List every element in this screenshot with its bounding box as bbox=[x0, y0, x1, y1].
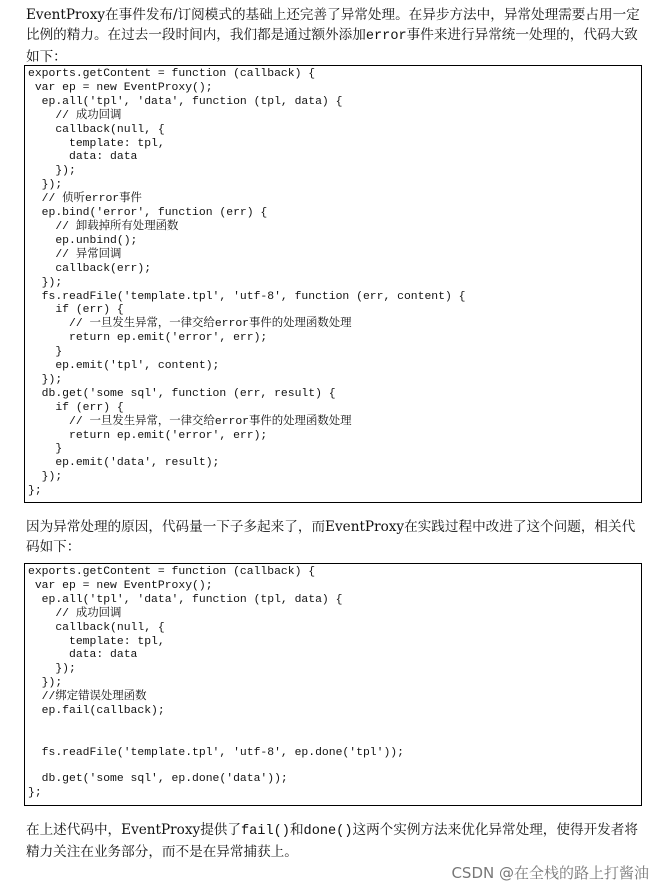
code-line: } bbox=[28, 443, 63, 456]
code-line: data: data bbox=[28, 151, 138, 164]
code-line: template: tpl, bbox=[28, 137, 165, 150]
code-line: exports.getContent = function (callback) { bbox=[28, 68, 316, 80]
code-line: ep.emit('data', result); bbox=[28, 457, 220, 470]
code-line: fs.readFile('template.tpl', 'utf-8', ep.done('tpl')); bbox=[28, 746, 404, 759]
code-line: }); bbox=[28, 179, 63, 192]
code-line: // 成功回调 bbox=[28, 607, 122, 620]
code-line: // 成功回调 bbox=[28, 109, 122, 122]
code-line: }); bbox=[28, 471, 63, 484]
inline-code-fail: fail() bbox=[240, 824, 290, 839]
code-line: if (err) { bbox=[28, 304, 124, 317]
code-line: callback(err); bbox=[28, 262, 152, 275]
code-line: } bbox=[28, 346, 63, 359]
inline-code-error: error bbox=[365, 29, 407, 44]
code-block-1-content bbox=[25, 66, 641, 499]
code-line: }); bbox=[28, 276, 63, 289]
code-line: }; bbox=[28, 485, 42, 498]
code-line: callback(null, { bbox=[28, 621, 165, 634]
code-gap bbox=[25, 719, 641, 747]
code-line: data: data bbox=[28, 649, 138, 662]
code-line: ep.all('tpl', 'data', function (tpl, data) { bbox=[28, 95, 343, 108]
code-line: ep.all('tpl', 'data', function (tpl, data) { bbox=[28, 593, 343, 606]
code-block-2-part-b bbox=[25, 747, 641, 761]
code-line: }); bbox=[28, 373, 63, 386]
code-line: return ep.emit('error', err); bbox=[28, 332, 268, 345]
code-line: exports.getContent = function (callback) { bbox=[28, 566, 316, 578]
code-block-1 bbox=[24, 65, 642, 503]
intro-text-b: 事件来进行异常统一处理的，代码大致如下： bbox=[26, 27, 638, 65]
intro-paragraph bbox=[26, 5, 641, 67]
code-line: }); bbox=[28, 677, 63, 690]
code-line: var ep = new EventProxy(); bbox=[28, 579, 213, 592]
code-line: db.get('some sql', function (err, result) { bbox=[28, 387, 336, 400]
outro-text-mid: 和 bbox=[289, 822, 304, 838]
intro-text-a: EventProxy在事件发布/订阅模式的基础上还完善了异常处理。在异步方法中，异常处理需要占用一定比例的精力。在过去一段时间内，我们都是通过额外添加 bbox=[26, 7, 640, 43]
code-line: // 卸载掉所有处理函数 bbox=[28, 220, 179, 233]
code-line: return ep.emit('error', err); bbox=[28, 429, 268, 442]
csdn-watermark: CSDN @在全栈的路上打酱油 bbox=[451, 864, 649, 882]
outro-paragraph bbox=[26, 820, 641, 862]
code-line: template: tpl, bbox=[28, 635, 165, 648]
code-line: var ep = new EventProxy(); bbox=[28, 81, 213, 94]
code-line: ep.unbind(); bbox=[28, 234, 138, 247]
code-block-2-part-a bbox=[25, 564, 641, 719]
code-line: }); bbox=[28, 165, 76, 178]
code-gap bbox=[25, 761, 641, 773]
code-line: ep.bind('error', function (err) { bbox=[28, 207, 268, 220]
code-line: ep.fail(callback); bbox=[28, 705, 165, 718]
code-line: // 一旦发生异常，一律交给error事件的处理函数处理 bbox=[28, 318, 352, 331]
outro-text-b: 这两个实例方法来优化异常处理，使得开发者将精力关注在业务部分，而不是在异常捕获上。 bbox=[26, 822, 638, 860]
code-block-2 bbox=[24, 563, 642, 806]
middle-paragraph: 因为异常处理的原因，代码量一下子多起来了，而EventProxy在实践过程中改进了这个问题，相关代码如下： bbox=[26, 519, 636, 555]
code-line: if (err) { bbox=[28, 401, 124, 414]
inline-code-done: done() bbox=[303, 824, 353, 839]
code-line: callback(null, { bbox=[28, 123, 165, 136]
code-line: // 侦听error事件 bbox=[28, 193, 142, 206]
code-line: // 一旦发生异常，一律交给error事件的处理函数处理 bbox=[28, 415, 352, 428]
code-line: db.get('some sql', ep.done('data')); bbox=[28, 772, 288, 785]
code-line: }; bbox=[28, 786, 42, 799]
code-line: // 异常回调 bbox=[28, 248, 122, 261]
code-block-2-part-c bbox=[25, 773, 641, 801]
code-line: //绑定错误处理函数 bbox=[28, 691, 147, 704]
code-line: ep.emit('tpl', content); bbox=[28, 360, 220, 373]
code-line: }); bbox=[28, 663, 76, 676]
outro-text-a: 在上述代码中，EventProxy提供了 bbox=[26, 822, 241, 838]
code-line: fs.readFile('template.tpl', 'utf-8', function (err, content) { bbox=[28, 290, 466, 303]
